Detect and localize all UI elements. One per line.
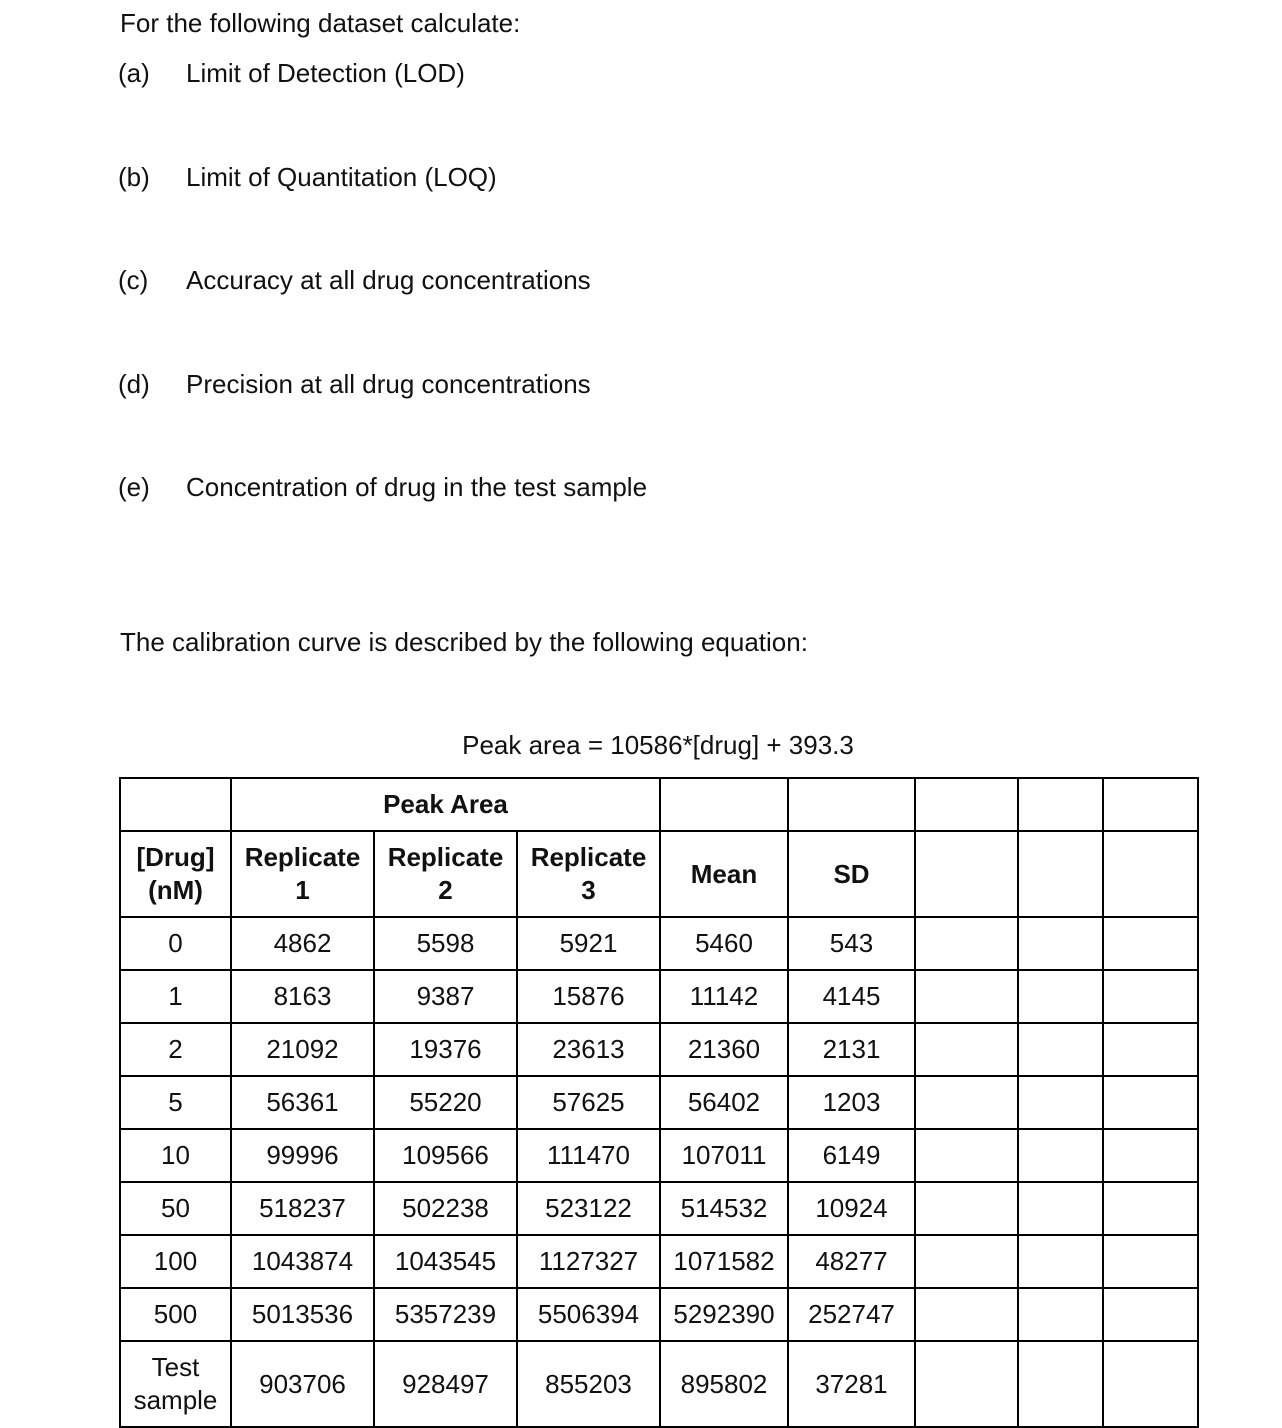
replicate-2-cell: 9387 <box>374 970 517 1023</box>
sd-cell: 4145 <box>788 970 915 1023</box>
peak-area-header: Peak Area <box>231 778 660 831</box>
replicate-1-cell: 518237 <box>231 1182 374 1235</box>
table-row <box>120 1182 1198 1235</box>
question-text: Limit of Quantitation (LOQ) <box>186 162 497 192</box>
replicate-2-header: Replicate 2 <box>374 831 517 917</box>
table-row <box>120 917 1198 970</box>
conc-cell: 1 <box>120 970 231 1023</box>
replicate-1-cell: 21092 <box>231 1023 374 1076</box>
question-label: (d) <box>118 369 150 399</box>
intro-text: For the following dataset calculate: <box>120 8 521 38</box>
calibration-text: The calibration curve is described by the following equation: <box>120 627 808 657</box>
conc-cell: 5 <box>120 1076 231 1129</box>
conc-cell: 50 <box>120 1182 231 1235</box>
question-a <box>118 58 465 89</box>
question-text: Limit of Detection (LOD) <box>186 58 465 88</box>
sd-cell: 37281 <box>788 1341 915 1427</box>
question-label: (a) <box>118 58 150 88</box>
replicate-3-cell: 523122 <box>517 1182 660 1235</box>
sd-cell: 10924 <box>788 1182 915 1235</box>
replicate-1-cell: 8163 <box>231 970 374 1023</box>
mean-header: Mean <box>660 831 788 917</box>
replicate-1-cell: 1043874 <box>231 1235 374 1288</box>
sd-cell: 1203 <box>788 1076 915 1129</box>
mean-cell: 5292390 <box>660 1288 788 1341</box>
mean-cell: 56402 <box>660 1076 788 1129</box>
mean-cell: 5460 <box>660 917 788 970</box>
replicate-3-cell: 57625 <box>517 1076 660 1129</box>
replicate-3-cell: 15876 <box>517 970 660 1023</box>
replicate-3-cell: 5506394 <box>517 1288 660 1341</box>
question-c <box>118 265 591 296</box>
sd-cell: 2131 <box>788 1023 915 1076</box>
data-table <box>119 777 1199 1428</box>
replicate-3-cell: 1127327 <box>517 1235 660 1288</box>
table-row <box>120 1235 1198 1288</box>
question-e <box>118 472 647 503</box>
table-row <box>120 1076 1198 1129</box>
conc-cell: 2 <box>120 1023 231 1076</box>
conc-cell: 0 <box>120 917 231 970</box>
replicate-2-cell: 5357239 <box>374 1288 517 1341</box>
question-text: Precision at all drug concentrations <box>186 369 591 399</box>
question-d <box>118 369 591 400</box>
replicate-2-cell: 502238 <box>374 1182 517 1235</box>
replicate-3-cell: 111470 <box>517 1129 660 1182</box>
replicate-2-cell: 109566 <box>374 1129 517 1182</box>
table-row <box>120 1023 1198 1076</box>
mean-cell: 107011 <box>660 1129 788 1182</box>
question-label: (e) <box>118 472 150 502</box>
sd-cell: 543 <box>788 917 915 970</box>
replicate-3-cell: 5921 <box>517 917 660 970</box>
replicate-1-cell: 99996 <box>231 1129 374 1182</box>
sd-cell: 252747 <box>788 1288 915 1341</box>
question-label: (b) <box>118 162 150 192</box>
calibration-equation: Peak area = 10586*[drug] + 393.3 <box>462 730 854 760</box>
question-text: Accuracy at all drug concentrations <box>186 265 591 295</box>
question-b <box>118 162 497 193</box>
replicate-1-cell: 5013536 <box>231 1288 374 1341</box>
replicate-2-cell: 5598 <box>374 917 517 970</box>
conc-cell: 500 <box>120 1288 231 1341</box>
sd-cell: 48277 <box>788 1235 915 1288</box>
column-header-row <box>120 831 1198 917</box>
table-row <box>120 970 1198 1023</box>
replicate-1-cell: 4862 <box>231 917 374 970</box>
conc-cell: 100 <box>120 1235 231 1288</box>
table-row <box>120 1129 1198 1182</box>
question-text: Concentration of drug in the test sample <box>186 472 648 502</box>
mean-cell: 11142 <box>660 970 788 1023</box>
group-header-row <box>120 778 1198 831</box>
drug-header: [Drug] (nM) <box>120 831 231 917</box>
replicate-2-cell: 19376 <box>374 1023 517 1076</box>
mean-cell: 1071582 <box>660 1235 788 1288</box>
replicate-1-cell: 56361 <box>231 1076 374 1129</box>
mean-cell: 895802 <box>660 1341 788 1427</box>
replicate-2-cell: 55220 <box>374 1076 517 1129</box>
replicate-1-header: Replicate 1 <box>231 831 374 917</box>
table-row <box>120 1288 1198 1341</box>
replicate-2-cell: 1043545 <box>374 1235 517 1288</box>
replicate-3-cell: 855203 <box>517 1341 660 1427</box>
sd-cell: 6149 <box>788 1129 915 1182</box>
replicate-3-cell: 23613 <box>517 1023 660 1076</box>
question-label: (c) <box>118 265 149 295</box>
replicate-1-cell: 903706 <box>231 1341 374 1427</box>
sd-header: SD <box>788 831 915 917</box>
mean-cell: 21360 <box>660 1023 788 1076</box>
replicate-3-header: Replicate 3 <box>517 831 660 917</box>
test-sample-label: Test sample <box>120 1341 231 1427</box>
replicate-2-cell: 928497 <box>374 1341 517 1427</box>
mean-cell: 514532 <box>660 1182 788 1235</box>
conc-cell: 10 <box>120 1129 231 1182</box>
test-sample-row <box>120 1341 1198 1427</box>
